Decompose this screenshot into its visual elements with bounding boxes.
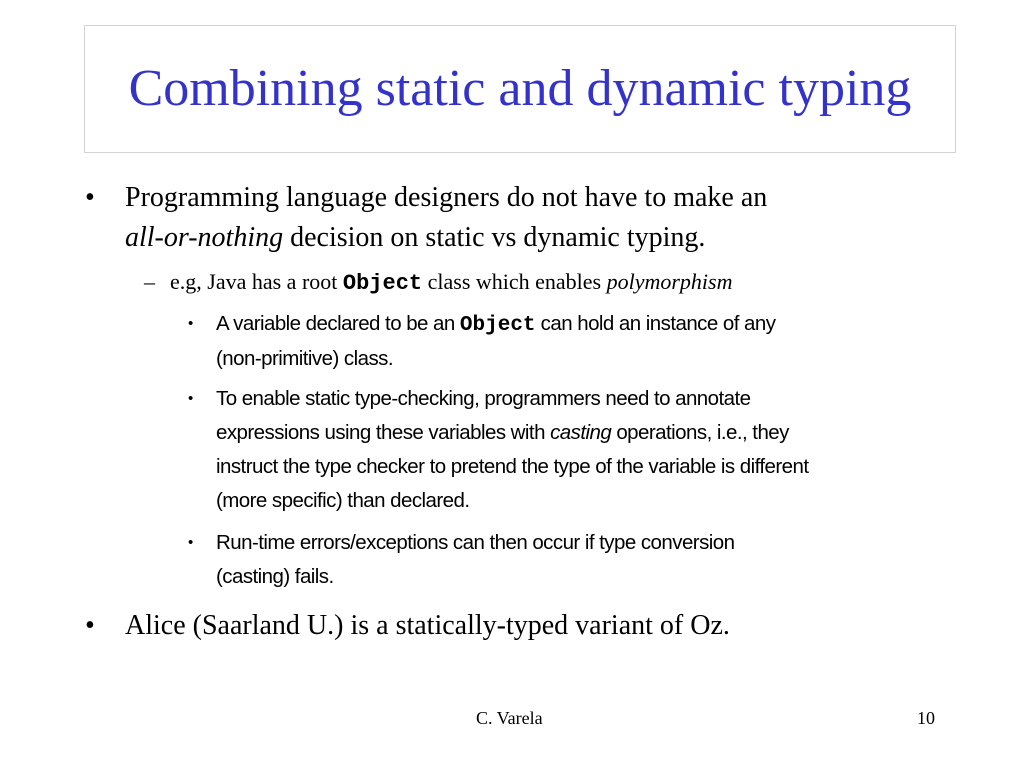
level3-item-2-line-4 — [216, 484, 946, 518]
bullet-1-emphasis: all-or-nothing — [125, 222, 284, 253]
item-1-line-2: (non-primitive) class. — [216, 347, 393, 370]
level3-item-1-line-1 — [188, 307, 946, 343]
footer-page-number: 10 — [917, 708, 935, 728]
footer-author: C. Varela — [476, 708, 543, 728]
level3-item-3-line-1 — [188, 526, 946, 560]
item-3-line-1: Run-time errors/exceptions can then occur if type conversion — [216, 531, 735, 554]
level3-item-3-line-2 — [216, 560, 946, 594]
title-placeholder — [84, 25, 956, 153]
level3-item-1-line-2 — [216, 342, 946, 376]
level3-item-2-line-2 — [216, 416, 946, 450]
dash-marker: – — [144, 269, 155, 294]
sub-bullet-emphasis: polymorphism — [606, 269, 733, 294]
bullet-marker: • — [85, 610, 95, 641]
sub-bullet-1 — [144, 267, 930, 299]
level3-item-2-line-1 — [188, 382, 946, 416]
bullet-marker: • — [188, 534, 193, 551]
bullet-2 — [85, 606, 925, 646]
bullet-1-line-1 — [85, 178, 925, 218]
bullet-2-text: Alice (Saarland U.) is a statically-typed variant of Oz. — [125, 610, 730, 641]
item-3-line-2: (casting) fails. — [216, 565, 334, 588]
item-2-line-2-suffix: operations, i.e., they — [611, 421, 789, 444]
code-object: Object — [459, 314, 536, 337]
bullet-marker: • — [188, 390, 193, 407]
item-2-line-2-prefix: expressions using these variables with — [216, 421, 551, 444]
item-2-emphasis: casting — [550, 421, 612, 444]
slide-title: Combining static and dynamic typing — [128, 60, 912, 117]
item-1-prefix: A variable declared to be an — [216, 312, 460, 335]
item-2-line-3: instruct the type checker to pretend the type of the variable is different — [216, 455, 809, 478]
item-1-suffix: can hold an instance of any — [535, 312, 776, 335]
sub-bullet-middle: class which enables — [422, 269, 607, 294]
item-2-line-1: To enable static type-checking, programmers need to annotate — [216, 387, 751, 410]
sub-bullet-prefix: e.g, Java has a root — [170, 269, 343, 294]
code-object: Object — [342, 271, 423, 296]
bullet-marker: • — [85, 182, 95, 213]
bullet-marker: • — [188, 315, 193, 332]
item-2-line-4: (more specific) than declared. — [216, 489, 470, 512]
bullet-1-text-rest: decision on static vs dynamic typing. — [283, 222, 706, 253]
bullet-1-line-2 — [125, 218, 925, 258]
bullet-1-text: Programming language designers do not have to make an — [125, 182, 768, 213]
level3-item-2-line-3 — [216, 450, 946, 484]
